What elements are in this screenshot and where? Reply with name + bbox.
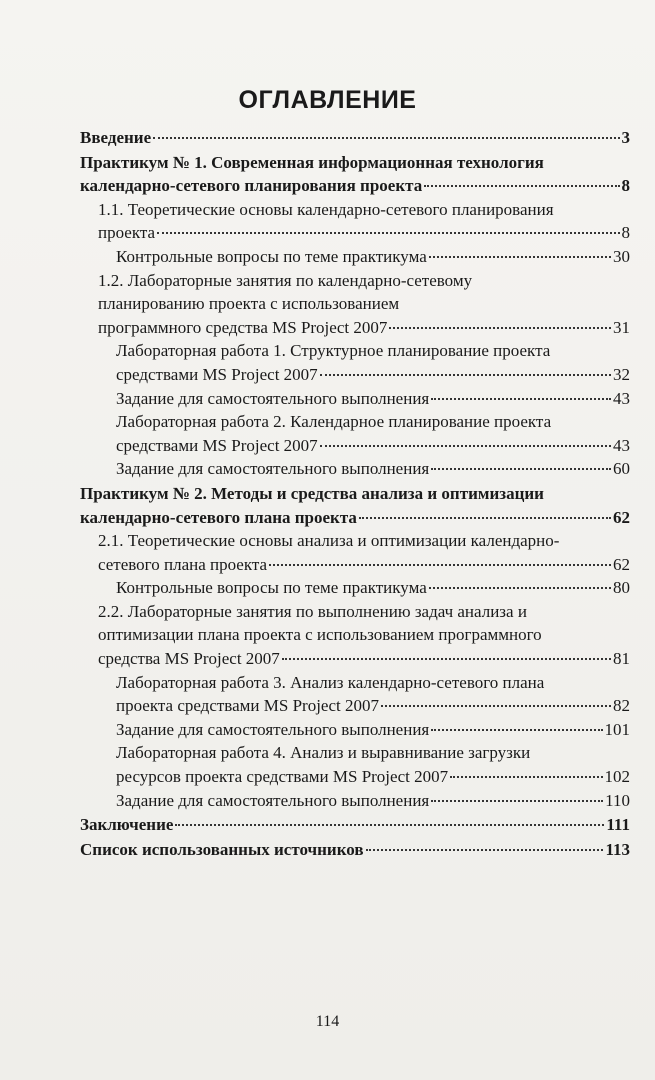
toc-page-number: 62	[613, 554, 630, 574]
toc-page-number: 30	[613, 246, 630, 266]
toc-entry-last-line	[80, 813, 630, 837]
toc-entry-last-line	[116, 789, 630, 813]
toc-entry-line: средствами MS Project 2007	[116, 364, 318, 384]
toc-entry-line: Введение	[80, 128, 152, 147]
toc-entry	[80, 457, 630, 481]
toc-entry-line: Контрольные вопросы по теме практикума	[116, 246, 427, 266]
toc-entry	[80, 789, 630, 813]
toc-entry-line: 1.2. Лабораторные занятия по календарно-сетевому	[98, 270, 473, 290]
dot-leader	[431, 729, 602, 731]
toc-entry	[80, 576, 630, 600]
dot-leader	[153, 137, 619, 139]
dot-leader	[157, 232, 619, 234]
toc-page-number: 81	[613, 649, 630, 669]
toc-entry-line: Задание для самостоятельного выполнения	[116, 719, 430, 739]
toc-entry-line: Заключение	[80, 815, 174, 835]
dot-leader	[431, 800, 603, 802]
toc-entry-line: ресурсов проекта средствами MS Project 2007	[116, 767, 449, 787]
toc-entry-last-line	[116, 387, 630, 411]
toc-page-number: 31	[613, 317, 630, 337]
toc-entry	[80, 600, 630, 671]
table-of-contents	[80, 126, 630, 861]
toc-entry	[80, 410, 630, 457]
toc-entry-last-line	[98, 221, 630, 245]
toc-entry-line: Практикум № 2. Методы и средства анализа и оптимизации	[80, 483, 544, 503]
dot-leader	[424, 185, 619, 187]
toc-entry-line: средствами MS Project 2007	[116, 435, 318, 455]
toc-entry-line: Задание для самостоятельного выполнения	[116, 388, 430, 408]
toc-entry	[80, 245, 630, 269]
toc-entry-last-line	[116, 363, 630, 387]
toc-entry-line: календарно-сетевого плана проекта	[80, 507, 357, 527]
toc-entry	[80, 269, 630, 340]
dot-leader	[282, 658, 611, 660]
toc-entry-last-line	[80, 174, 630, 198]
toc-entry-line: Лабораторная работа 4. Анализ и выравнивание загрузки	[116, 743, 531, 763]
dot-leader	[175, 824, 604, 826]
dot-leader	[381, 705, 611, 707]
dot-leader	[359, 517, 611, 519]
toc-entry-line: Лабораторная работа 3. Анализ календарно-сетевого плана	[116, 672, 545, 692]
toc-entry-line: проекта средствами MS Project 2007	[116, 696, 379, 716]
toc-page-number: 111	[606, 815, 630, 835]
toc-entry-last-line	[80, 126, 630, 150]
toc-entry-last-line	[116, 718, 630, 742]
toc-entry-last-line	[116, 694, 630, 718]
toc-entry	[80, 838, 630, 862]
toc-entry-last-line	[116, 765, 630, 789]
dot-leader	[389, 327, 611, 329]
page-title: ОГЛАВЛЕНИЕ	[238, 86, 417, 114]
toc-page-number: 8	[621, 223, 630, 243]
toc-entry-line: планированию проекта с использованием	[98, 294, 400, 314]
toc-entry	[80, 718, 630, 742]
toc-page-number: 110	[605, 790, 630, 810]
toc-entry-last-line	[116, 576, 630, 600]
toc-entry	[80, 813, 630, 837]
toc-entry-line: средства MS Project 2007	[98, 649, 280, 669]
toc-page-number: 43	[613, 435, 630, 455]
dot-leader	[429, 587, 611, 589]
toc-entry	[80, 339, 630, 386]
toc-entry-last-line	[116, 457, 630, 481]
toc-entry	[80, 151, 630, 198]
toc-page-number: 113	[605, 839, 630, 859]
toc-entry-line: Контрольные вопросы по теме практикума	[116, 578, 427, 598]
toc-page-number: 32	[613, 364, 630, 384]
toc-page-number: 62	[613, 507, 630, 527]
toc-page-number: 102	[604, 767, 630, 787]
toc-entry-last-line	[98, 553, 630, 577]
toc-page-number: 43	[613, 388, 630, 408]
dot-leader	[431, 398, 611, 400]
toc-entry-line: Практикум № 1. Современная информационная технология	[80, 152, 544, 172]
dot-leader	[429, 256, 611, 258]
toc-entry	[80, 741, 630, 788]
page-number: 114	[315, 1013, 340, 1030]
toc-entry-line: сетевого плана проекта	[98, 554, 268, 574]
toc-entry-line: программного средства MS Project 2007	[98, 317, 388, 337]
toc-entry-line: 1.1. Теоретические основы календарно-сетевого планирования	[98, 199, 554, 219]
toc-entry-last-line	[98, 647, 630, 671]
dot-leader	[450, 776, 602, 778]
toc-entry-line: 2.2. Лабораторные занятия по выполнению задач анализа и	[98, 601, 527, 621]
toc-page-number: 8	[621, 176, 630, 196]
toc-entry-line: Лабораторная работа 1. Структурное планирование проекта	[116, 341, 551, 361]
dot-leader	[366, 849, 604, 851]
toc-page-number: 80	[613, 578, 630, 598]
toc-entry-last-line	[80, 506, 630, 530]
toc-entry	[80, 126, 630, 150]
toc-entry	[80, 198, 630, 245]
dot-leader	[269, 564, 611, 566]
toc-page-number: 82	[613, 696, 630, 716]
toc-entry-line: Задание для самостоятельного выполнения	[116, 790, 430, 810]
toc-page-number: 101	[604, 719, 630, 739]
toc-page-number: 3	[621, 128, 630, 147]
toc-entry-line: проекта	[98, 223, 156, 243]
toc-entry-last-line	[116, 434, 630, 458]
toc-entry-line: Задание для самостоятельного выполнения	[116, 459, 430, 479]
toc-entry-last-line	[98, 316, 630, 340]
toc-entry-last-line	[80, 838, 630, 862]
toc-entry-line: Лабораторная работа 2. Календарное планирование проекта	[116, 412, 552, 432]
toc-page-number: 60	[613, 459, 630, 479]
toc-entry-line: календарно-сетевого планирования проекта	[80, 176, 423, 196]
dot-leader	[431, 468, 611, 470]
toc-entry	[80, 671, 630, 718]
toc-entry-line: Список использованных источников	[80, 839, 364, 859]
toc-entry-line: 2.1. Теоретические основы анализа и оптимизации календарно-	[98, 531, 560, 551]
dot-leader	[320, 374, 611, 376]
toc-entry-line: оптимизации плана проекта с использованием программного	[98, 625, 542, 645]
toc-entry-last-line	[116, 245, 630, 269]
toc-entry	[80, 387, 630, 411]
toc-entry	[80, 482, 630, 529]
dot-leader	[320, 445, 611, 447]
toc-entry	[80, 529, 630, 576]
